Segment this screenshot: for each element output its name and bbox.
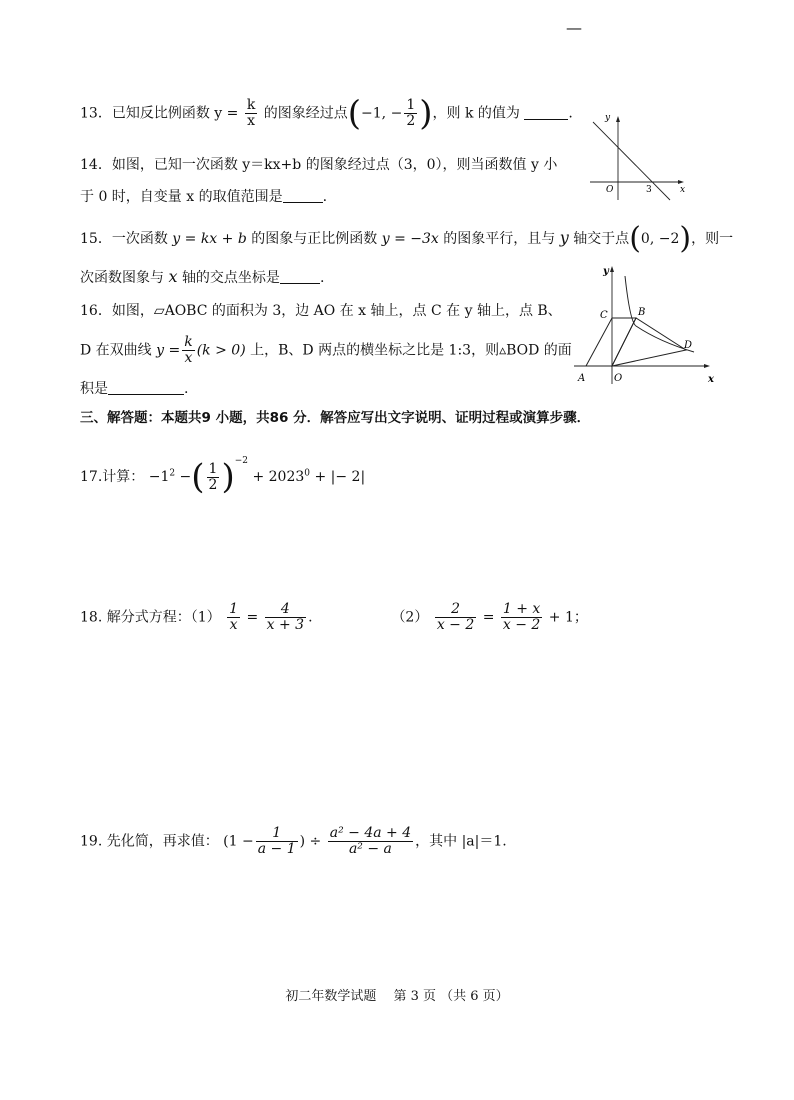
fig16-label-c: C — [600, 310, 608, 321]
fig16-x-label: x — [708, 374, 714, 385]
question-16-line-1: 16．如图，▱AOBC 的面积为 3，边 AO 在 x 轴上，点 C 在 y 轴上，点 B、 — [80, 303, 562, 319]
question-19: 19. 先化简，再求值： (1 − $\frac{1}{a - 1}$ ) ÷ $\frac{\text{a² − 4a + 4}}{\text{a² − a}}$ ，其中 |a|＝1. — [80, 825, 507, 857]
fig14-line — [593, 122, 670, 200]
question-15-line-1: 15．一次函数 y = kx + b 的图象与正比例函数 y = −3x 的图象平行，且与 y 轴交于点(0, −2)，则一 — [80, 221, 734, 256]
answer-blank-15[interactable] — [280, 269, 320, 284]
q18-1-right-fraction: $\frac{4}{x + 3}$ — [266, 601, 305, 633]
q19-inner-fraction: $\frac{1}{a - 1}$ — [257, 825, 296, 857]
question-16-line-2: D 在双曲线 y = $\frac{k}{x}$ (k > 0) 上，B、D 两点的横坐标之比是 1:3，则▵BOD 的面 — [80, 334, 572, 366]
question-14-line-1: 14．如图，已知一次函数 y＝kx+b 的图象经过点（3，0），则当函数值 y 小 — [80, 157, 558, 173]
q18-1-left-fraction: $\frac{1}{x}$ — [229, 601, 238, 633]
q13-fraction: $\frac{k}{x}$ — [246, 97, 256, 129]
fig16-y-label: y — [603, 266, 609, 277]
page-footer: 初二年数学试题 第 3 页 （共 6 页） — [285, 989, 509, 1004]
q17-fraction: $\frac{1}{2}$ — [208, 460, 218, 493]
header-mark: — — [566, 18, 582, 37]
figure-q14-graph — [588, 112, 688, 204]
fig14-three-label: 3 — [646, 185, 652, 195]
q19-main-fraction: $\frac{\text{a² − 4a + 4}}{\text{a² − a}}$ — [329, 825, 412, 857]
answer-blank-13[interactable] — [524, 105, 568, 120]
fig16-x-arrow-icon — [704, 364, 710, 368]
fig14-y-label: y — [605, 113, 611, 123]
q13-function-label: y = — [214, 105, 239, 122]
fig14-x-label: x — [680, 185, 686, 195]
fig14-x-arrow-icon — [678, 180, 684, 184]
fig16-parallelogram — [586, 318, 636, 366]
fig16-label-d: D — [684, 340, 693, 351]
fig16-y-arrow-icon — [610, 266, 614, 272]
question-18: 18. 解分式方程：（1） $\frac{1}{x}$ = $\frac{4}{x + 3}$ . （2） $\frac{2}{x - 2}$ = $\frac{1 + x}{x - 2}$ + 1； — [80, 601, 588, 633]
fig14-y-arrow-icon — [616, 116, 620, 122]
answer-blank-16[interactable] — [108, 380, 184, 395]
q16-fraction: $\frac{k}{x}$ — [184, 334, 193, 366]
question-16-line-3: 积是 . — [80, 381, 189, 397]
fig16-label-o: O — [614, 373, 623, 384]
question-15-line-2: 次函数图象与 x 轴的交点坐标是 . — [80, 267, 325, 286]
fig16-label-a: A — [578, 373, 586, 384]
answer-blank-14[interactable] — [283, 188, 323, 203]
q18-2-left-fraction: $\frac{2}{x - 2}$ — [436, 601, 475, 633]
fig16-triangle-bod — [612, 318, 686, 366]
question-14-line-2: 于 0 时，自变量 x 的取值范围是 . — [80, 189, 328, 205]
fig14-origin-label: O — [606, 185, 614, 195]
question-17: 17.计算： $-1^2$ −( $\frac{1}{2}$ )$^{-2} + 2023^0$ + |− 2| — [80, 456, 366, 497]
section-3-heading: 三、解答题：本题共9 小题，共86 分．解答应写出文字说明、证明过程或演算步骤． — [80, 410, 591, 426]
fig16-label-b: B — [638, 307, 646, 318]
figure-q16-graph — [570, 262, 718, 388]
question-13: 13．已知反比例函数 y = $\frac{k}{x}$ 的图象经过点(−1, − $\frac{1}{2}$ )，则 k 的值为 . — [80, 93, 573, 134]
q13-point-fraction: $\frac{1}{2}$ — [406, 97, 416, 129]
q18-2-right-fraction: $\frac{1 + x}{x - 2}$ — [502, 601, 541, 633]
